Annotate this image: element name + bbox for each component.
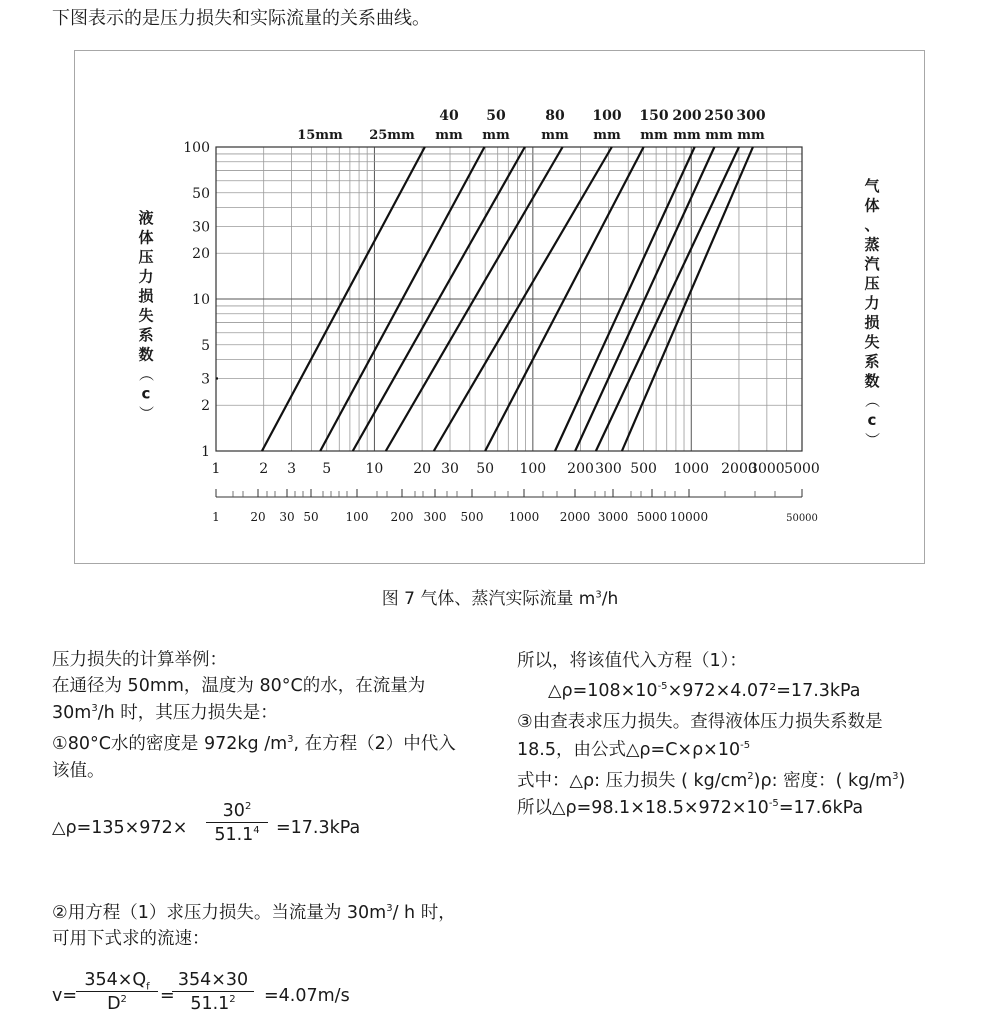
intro-text: 下图表示的是压力损失和实际流量的关系曲线。 [52, 8, 430, 29]
vertical-char: 损 [138, 287, 154, 305]
vertical-char: c [141, 384, 151, 403]
y-tick-label: 10 [192, 292, 210, 308]
formula-2-equals: = [160, 986, 175, 1006]
x-tick-label-upper: 1000 [673, 461, 710, 477]
series-label-200mm-unit: mm [673, 128, 701, 143]
series-label-25mm-unit: 25mm [369, 128, 415, 143]
formula-1-fraction [206, 801, 268, 845]
x-tick-label-lower: 50000 [786, 513, 818, 524]
vertical-char: 系 [138, 326, 154, 344]
x-tick-label-lower: 30 [279, 510, 295, 524]
series-label-250mm-unit: mm [705, 128, 733, 143]
formula-1-denominator: 51.1$^4$ [214, 825, 260, 845]
vertical-char: 压 [138, 248, 154, 266]
vertical-char: 失 [864, 333, 880, 351]
y-tick-label: 20 [192, 246, 210, 263]
formula-2-lhs: v= [52, 986, 78, 1006]
series-label-200mm: 200 [672, 108, 702, 124]
step-1-line-2: 该值。 [52, 761, 105, 781]
formula-2-fraction-2 [172, 970, 254, 1014]
step-2-line-2: 可用下式求的流速： [52, 929, 210, 949]
y-tick-label: 100 [183, 140, 210, 156]
y-tick-label: 1 [201, 444, 210, 460]
series-label-100mm-unit: mm [593, 128, 621, 143]
y-tick-label: 2 [201, 398, 210, 415]
step-3-line-2: 18.5，由公式$\triangle\rho=C\times\rho\times 10^{-5}$ [517, 740, 751, 760]
vertical-char: 气 [864, 177, 880, 195]
vertical-char: 失 [138, 306, 154, 325]
vertical-char: ） [137, 405, 155, 421]
example-line-1: 在通径为 50mm，温度为 80°C的水，在流量为 [52, 676, 426, 696]
vertical-char: 数 [864, 372, 880, 390]
y-tick-label: 50 [192, 185, 210, 202]
x-tick-label-upper: 100 [519, 461, 547, 477]
series-label-80mm: 80 [545, 108, 565, 124]
right-axis-title [863, 177, 881, 447]
x-tick-label-upper: 10 [365, 461, 384, 477]
step-2-line: ②用方程（1）求压力损失。当流量为 $30m^3/$ h 时， [52, 903, 456, 923]
x-tick-label-upper: 2000 [721, 461, 757, 477]
x-tick-label-upper: 5 [322, 461, 332, 477]
vertical-char: 压 [864, 274, 880, 293]
x-tick-label-lower: 200 [390, 510, 414, 524]
vertical-char: 蒸 [864, 235, 880, 254]
vertical-char: 体 [138, 228, 154, 247]
x-tick-label-upper: 3 [287, 461, 297, 477]
series-label-40mm-unit: mm [435, 128, 463, 143]
vertical-char: 力 [138, 267, 154, 286]
x-tick-label-lower: 50 [303, 510, 319, 524]
series-label-300mm: 300 [736, 108, 766, 124]
vertical-char: 数 [138, 345, 154, 364]
vertical-char: 损 [864, 313, 880, 332]
x-tick-label-lower: 1 [212, 510, 220, 524]
series-label-300mm-unit: mm [737, 128, 765, 143]
x-tick-label-upper: 5000 [784, 461, 820, 477]
vertical-char: 汽 [864, 255, 880, 273]
x-tick-label-lower: 20 [250, 510, 266, 524]
formula-1-rhs: =17.3kPa [276, 818, 361, 838]
x-tick-label-upper: 500 [630, 461, 657, 477]
where-line: 式中：△ρ: 压力损失 ( $kg/cm^2)\rho$: 密度：( $kg/m^3$) [517, 771, 906, 791]
formula-2-rhs: =4.07m/s [264, 986, 350, 1006]
vertical-char: c [867, 411, 877, 429]
formula-1-numerator: $30^2$ [206, 801, 268, 823]
series-label-150mm: 150 [639, 108, 669, 124]
example-line-2: $30m^3/h$ 时，其压力损失是： [52, 703, 278, 723]
pressure-loss-chart [74, 50, 925, 564]
x-tick-label-lower: 500 [460, 510, 484, 524]
x-tick-label-lower: 10000 [669, 510, 709, 524]
series-label-80mm-unit: mm [541, 128, 569, 143]
series-label-50mm: 50 [486, 108, 506, 124]
x-tick-label-upper: 300 [595, 461, 622, 477]
formula-2-fraction-1 [76, 970, 158, 1014]
vertical-char: ） [863, 431, 881, 448]
x-tick-label-upper: 2 [259, 461, 269, 477]
result-line-1: 所以，将该值代入方程（1）： [517, 651, 747, 671]
formula-2-denominator-2: 51.1$^2$ [190, 994, 236, 1014]
x-tick-label-lower: 1000 [508, 510, 540, 524]
result-formula: $\triangle\rho=108\times 10^{-5}\times 972\times 4.07^2=17.3kPa$ [548, 681, 861, 701]
vertical-char: 液 [138, 209, 154, 227]
series-label-50mm-unit: mm [482, 128, 510, 143]
left-axis-title [137, 209, 155, 421]
x-tick-label-lower: 5000 [636, 510, 668, 524]
vertical-char: 力 [864, 294, 880, 312]
vertical-char: 体 [864, 196, 880, 215]
vertical-char: （ [863, 392, 881, 409]
vertical-char: 、 [864, 216, 880, 234]
formula-2-numerator-1: $354\times Q_f$ [76, 970, 158, 992]
chart-svg [75, 51, 926, 565]
x-tick-label-upper: 50 [476, 461, 495, 477]
step-1-line: ①80°C水的密度是 972kg $/m^3$, 在方程（2）中代入 [52, 734, 456, 754]
series-label-150mm-unit: mm [640, 128, 668, 143]
x-tick-label-lower: 100 [345, 510, 369, 524]
y-tick-label: 3 [201, 371, 210, 388]
formula-2-numerator-2: 354×30 [172, 970, 254, 992]
series-label-40mm: 40 [439, 108, 459, 124]
series-label-100mm: 100 [592, 108, 622, 124]
vertical-char: 系 [864, 352, 880, 371]
x-tick-label-lower: 2000 [559, 510, 591, 524]
series-label-250mm: 250 [704, 108, 734, 124]
x-tick-label-upper: 3000 [749, 461, 785, 477]
final-result-line: 所以$\triangle\rho=98.1\times 18.5\times 972\times 10^{-5}=17.6kPa$ [517, 798, 864, 818]
series-label-15mm-unit: 15mm [297, 128, 343, 143]
y-tick-label: 5 [201, 337, 210, 354]
x-tick-label-upper: 200 [567, 461, 594, 477]
vertical-char: （ [137, 366, 155, 382]
x-tick-label-upper: 30 [441, 461, 459, 477]
x-tick-label-lower: 300 [423, 510, 447, 524]
y-tick-label: 30 [192, 219, 210, 236]
figure-caption: 图 7 气体、蒸汽实际流量 $m^3/h$ [381, 589, 619, 609]
formula-1-lhs: △ρ=135×972× [52, 818, 188, 838]
x-tick-label-upper: 20 [413, 461, 432, 477]
x-tick-label-upper: 1 [211, 461, 221, 477]
step-3-line: ③由查表求压力损失。查得液体压力损失系数是 [517, 712, 883, 732]
example-heading: 压力损失的计算举例： [52, 650, 227, 670]
formula-2-denominator-1: $D^2$ [107, 994, 127, 1014]
x-tick-label-lower: 3000 [597, 510, 629, 524]
